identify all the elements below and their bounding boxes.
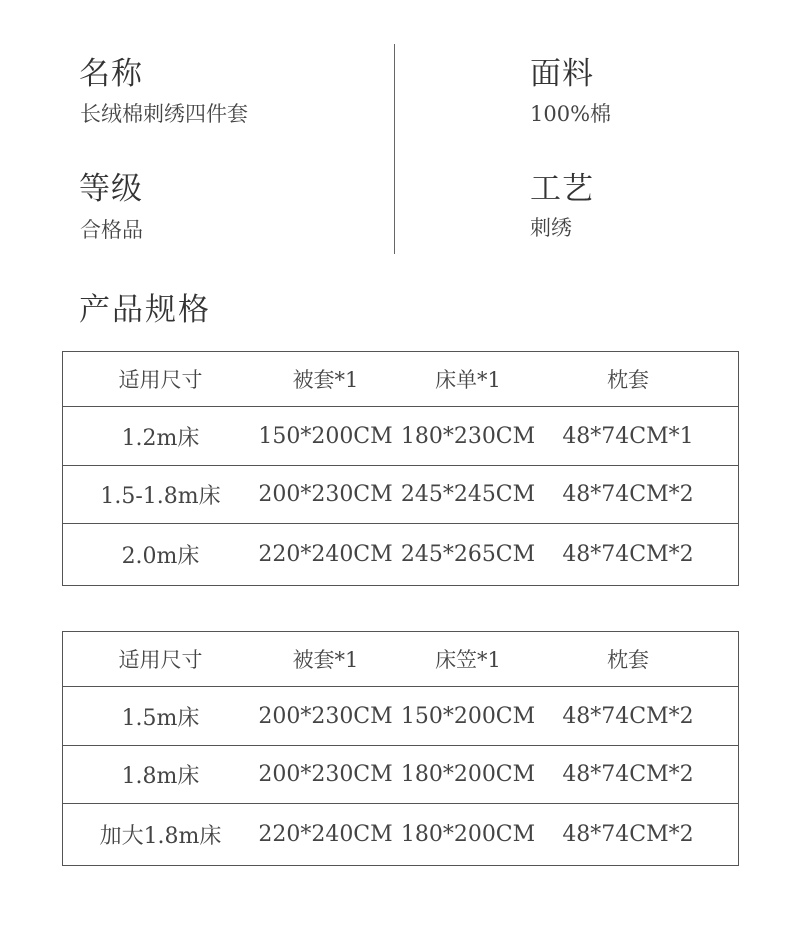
cell-size: 1.2m床 <box>121 425 200 451</box>
table-row <box>63 687 738 746</box>
cell-fitted-sheet: 180*200CM <box>400 822 536 847</box>
fabric-value: 100%棉 <box>530 102 612 126</box>
header-size: 适用尺寸 <box>118 648 203 672</box>
specs-title: 产品规格 <box>79 292 211 328</box>
cell-duvet: 200*230CM <box>258 482 393 507</box>
spec-table-2 <box>62 631 739 866</box>
name-label: 名称 <box>79 56 143 92</box>
cell-fitted-sheet: 150*200CM <box>400 703 536 729</box>
cell-fitted-sheet: 180*200CM <box>400 762 536 787</box>
cell-duvet: 150*200CM <box>258 423 393 449</box>
cell-duvet: 200*230CM <box>258 703 393 729</box>
header-sheet: 床单*1 <box>435 368 501 392</box>
cell-duvet: 220*240CM <box>258 542 393 567</box>
name-value: 长绒棉刺绣四件套 <box>80 102 248 126</box>
header-pillowcase: 枕套 <box>607 368 649 392</box>
table-row <box>63 804 738 865</box>
cell-size: 1.8m床 <box>121 764 200 789</box>
cell-pillowcase: 48*74CM*2 <box>562 822 694 847</box>
cell-pillowcase: 48*74CM*2 <box>562 542 694 567</box>
fabric-label: 面料 <box>530 56 594 92</box>
table-row <box>63 466 738 524</box>
grade-label: 等级 <box>79 171 143 207</box>
table-row <box>63 746 738 804</box>
cell-size: 1.5-1.8m床 <box>100 484 221 509</box>
table-row <box>63 524 738 585</box>
cell-size: 2.0m床 <box>121 544 200 569</box>
cell-sheet: 180*230CM <box>400 423 536 449</box>
cell-pillowcase: 48*74CM*2 <box>562 482 694 507</box>
cell-sheet: 245*265CM <box>400 542 536 567</box>
table-header-row <box>63 632 738 687</box>
header-fitted-sheet: 床笠*1 <box>435 648 501 672</box>
header-duvet: 被套*1 <box>292 368 359 392</box>
vertical-divider <box>394 44 395 254</box>
craft-label: 工艺 <box>530 171 594 207</box>
header-size: 适用尺寸 <box>118 368 203 392</box>
grade-value: 合格品 <box>80 218 143 242</box>
cell-size: 加大1.8m床 <box>99 824 222 849</box>
table-row <box>63 407 738 466</box>
cell-size: 1.5m床 <box>121 705 200 731</box>
cell-duvet: 220*240CM <box>258 822 393 847</box>
cell-pillowcase: 48*74CM*1 <box>562 423 694 449</box>
cell-pillowcase: 48*74CM*2 <box>562 762 694 787</box>
cell-pillowcase: 48*74CM*2 <box>562 703 694 729</box>
header-pillowcase: 枕套 <box>607 648 649 672</box>
cell-sheet: 245*245CM <box>400 482 536 507</box>
craft-value: 刺绣 <box>530 216 572 240</box>
cell-duvet: 200*230CM <box>258 762 393 787</box>
table-header-row <box>63 352 738 407</box>
spec-table-1 <box>62 351 739 586</box>
header-duvet: 被套*1 <box>292 648 359 672</box>
